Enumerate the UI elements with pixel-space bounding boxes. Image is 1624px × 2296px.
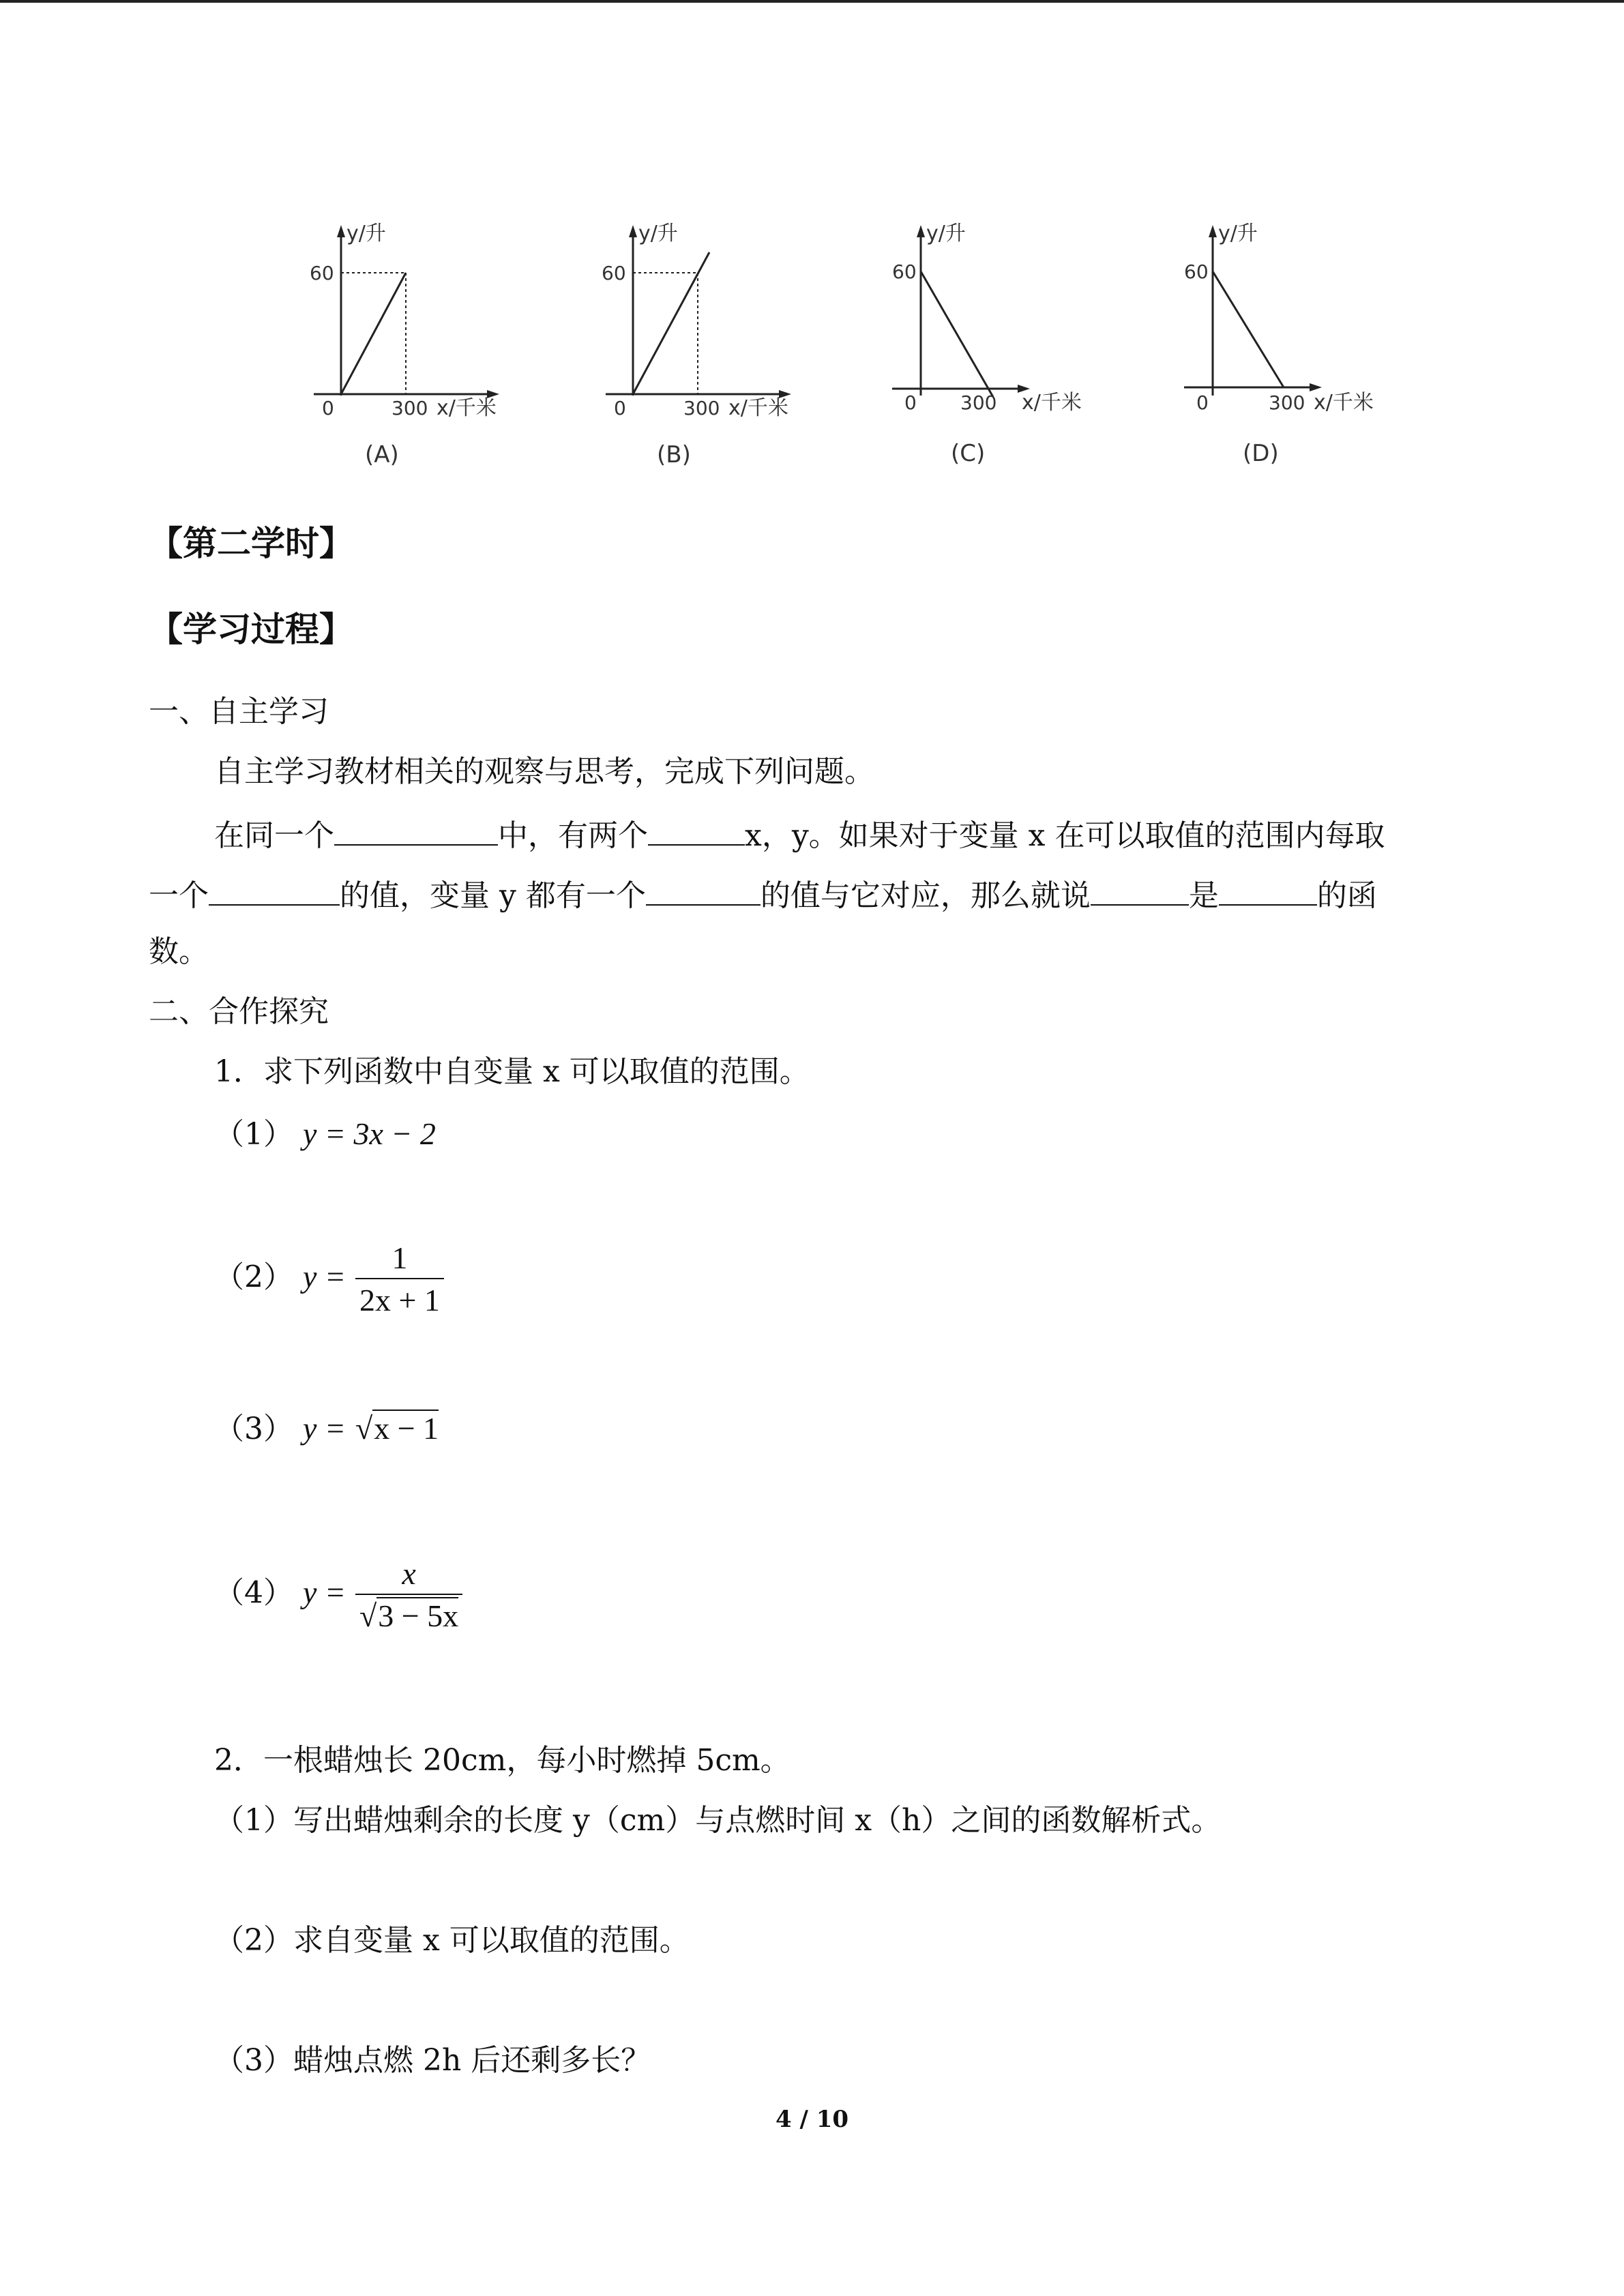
graph-c-xlabel: x/千米 — [1022, 391, 1082, 415]
fraction — [355, 1558, 462, 1632]
question-2: 2．一根蜡烛长 20cm，每小时燃掉 5cm。 — [214, 1743, 791, 1778]
fill-text: 的函 — [1316, 878, 1377, 913]
function-item-1 — [214, 1118, 436, 1150]
answer-blank[interactable] — [1091, 877, 1189, 906]
fill-line-2 — [149, 877, 1377, 911]
question-2-part-1: （1）写出蜡烛剩余的长度 y（cm）与点燃时间 x（h）之间的函数解析式。 — [214, 1803, 1222, 1838]
equation-lhs: y = — [303, 1259, 346, 1294]
equation-lhs: y = — [303, 1411, 346, 1446]
graph-c-xtick: 300 — [960, 391, 997, 414]
function-item-2 — [214, 1242, 444, 1316]
graph-a-label: (A) — [365, 441, 399, 468]
graph-a-ylabel: y/升 — [346, 222, 386, 245]
radicand: 3 − 5x — [378, 1598, 459, 1633]
denominator — [355, 1594, 462, 1632]
fill-text: 是 — [1188, 878, 1219, 913]
graph-a-xlabel: x/千米 — [437, 396, 497, 420]
page-number: 4 / 10 — [775, 2106, 849, 2133]
graph-d-xtick: 300 — [1269, 391, 1305, 414]
equation: y = 3x − 2 — [303, 1116, 436, 1151]
graph-c-label: (C) — [951, 440, 986, 467]
denominator: 2x + 1 — [355, 1278, 444, 1316]
fraction — [355, 1242, 444, 1316]
numerator: x — [402, 1556, 416, 1591]
graph-d — [1177, 205, 1409, 477]
item-number: （2） — [214, 1259, 293, 1295]
graph-d-ytick: 60 — [1184, 260, 1209, 283]
part1-intro: 自主学习教材相关的观察与思考，完成下列问题。 — [214, 754, 874, 789]
answer-blank[interactable] — [1219, 877, 1317, 906]
item-number: （1） — [214, 1117, 293, 1152]
function-item-4 — [214, 1558, 462, 1632]
question-2-part-2: （2）求自变量 x 可以取值的范围。 — [214, 1923, 690, 1958]
graph-a-xtick: 300 — [392, 397, 428, 419]
fill-text: 一个 — [149, 878, 209, 913]
fill-text: 的值与它对应，那么就说 — [760, 878, 1091, 913]
graph-c — [885, 205, 1117, 477]
answer-blank[interactable] — [648, 817, 745, 846]
graph-d-label: (D) — [1243, 440, 1279, 467]
graph-b — [592, 205, 824, 477]
graph-b-xtick: 300 — [683, 397, 720, 419]
section-heading-second-period: 【第二学时】 — [149, 524, 353, 563]
graph-b-ylabel: y/升 — [638, 222, 678, 245]
graph-a-origin: 0 — [322, 397, 334, 419]
answer-blank[interactable] — [209, 877, 340, 906]
fill-text: 在同一个 — [214, 818, 334, 853]
fill-text: 的值，变量 y 都有一个 — [340, 878, 646, 913]
answer-blank[interactable] — [334, 817, 498, 846]
section-heading-learning-process: 【学习过程】 — [149, 610, 353, 649]
graph-b-ytick: 60 — [602, 262, 626, 284]
question-1: 1．求下列函数中自变量 x 可以取值的范围。 — [214, 1054, 810, 1089]
item-number: （3） — [214, 1412, 293, 1446]
graph-a — [300, 205, 532, 477]
equation-lhs: y = — [303, 1575, 346, 1610]
graph-c-ytick: 60 — [892, 260, 917, 283]
function-item-3 — [214, 1413, 439, 1444]
sqrt-sign: √ — [359, 1598, 377, 1633]
part1-title: 一、自主学习 — [149, 694, 329, 729]
numerator: 1 — [392, 1240, 408, 1275]
graph-c-ylabel: y/升 — [926, 222, 966, 245]
question-2-part-3: （3）蜡烛点燃 2h 后还剩多长？ — [214, 2043, 651, 2078]
graph-c-origin: 0 — [904, 391, 917, 414]
graph-d-ylabel: y/升 — [1218, 222, 1258, 245]
fill-line-1 — [214, 817, 1385, 851]
graph-a-ytick: 60 — [310, 262, 334, 284]
graph-d-xlabel: x/千米 — [1314, 391, 1374, 415]
fill-line-3: 数。 — [149, 934, 209, 969]
fill-text: x，y。如果对于变量 x 在可以取值的范围内每取 — [745, 818, 1385, 853]
answer-blank[interactable] — [646, 877, 761, 906]
item-number: （4） — [214, 1575, 293, 1611]
graph-b-origin: 0 — [614, 397, 626, 419]
part2-title: 二、合作探究 — [149, 994, 329, 1029]
sqrt-sign: √ — [355, 1411, 373, 1446]
graph-d-origin: 0 — [1196, 391, 1209, 414]
graph-b-xlabel: x/千米 — [728, 396, 788, 420]
graph-b-label: (B) — [657, 441, 691, 468]
fill-text: 中，有两个 — [498, 818, 648, 853]
top-border — [0, 0, 1624, 3]
radicand: x − 1 — [374, 1411, 439, 1446]
